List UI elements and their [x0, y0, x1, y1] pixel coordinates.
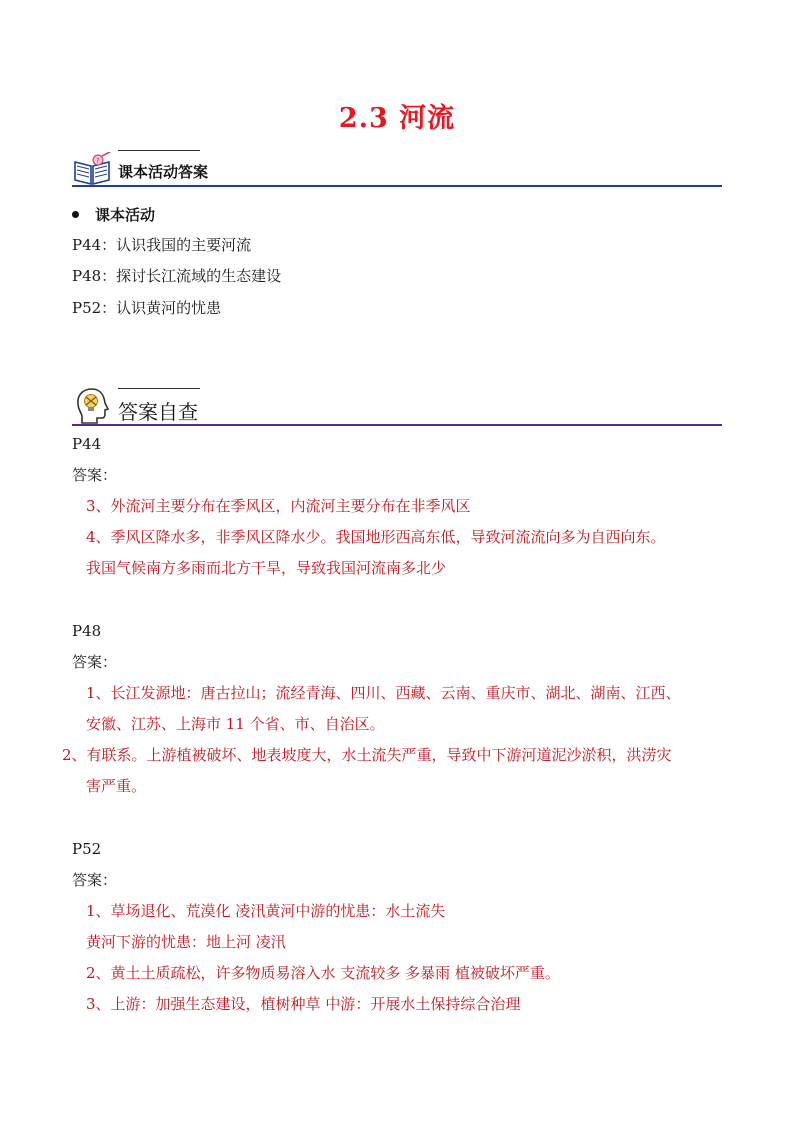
- page-title: 2.3 河流: [338, 103, 456, 134]
- section-header-answer-check: [72, 386, 722, 428]
- answer-line: 黄河下游的忧患：地上河 凌汛: [86, 933, 286, 951]
- answer-label: 答案：: [72, 653, 118, 671]
- answer-line: 2、有联系。上游植被破坏、地表坡度大，水土流失严重，导致中下游河道泥沙淤积，洪涝灾: [62, 746, 672, 764]
- section-header-textbook-activities: [72, 148, 722, 188]
- activity-item: P52：认识黄河的忧患: [72, 299, 222, 317]
- answer-label: 答案：: [72, 466, 118, 484]
- page-ref: P48: [72, 622, 102, 640]
- answer-line: 我国气候南方多雨而北方干旱，导致我国河流南多北少: [86, 559, 447, 577]
- section-rule: [72, 424, 722, 426]
- answer-label: 答案：: [72, 871, 118, 889]
- answer-line: 害严重。: [86, 777, 147, 795]
- answer-line: 3、外流河主要分布在季风区，内流河主要分布在非季风区: [86, 497, 471, 515]
- section-heading: 答案自查: [118, 400, 198, 424]
- page-ref: P52: [72, 840, 102, 858]
- svg-text:?: ?: [96, 157, 100, 165]
- bullet-label: 课本活动: [95, 206, 156, 224]
- section-rule: [72, 185, 722, 187]
- answer-line: 1、草场退化、荒漠化 凌汛黄河中游的忧患：水土流失: [86, 902, 446, 920]
- bullet-dot-icon: [72, 211, 79, 218]
- header-accent-line: [118, 388, 200, 389]
- bullet-item: [72, 205, 155, 225]
- answer-line: 1、长江发源地：唐古拉山；流经青海、四川、西藏、云南、重庆市、湖北、湖南、江西、: [86, 684, 681, 702]
- activity-item: P48：探讨长江流域的生态建设: [72, 267, 282, 285]
- page-ref: P44: [72, 435, 102, 453]
- answer-line: 安徽、江苏、上海市 11 个省、市、自治区。: [86, 715, 385, 733]
- activity-item: P44：认识我国的主要河流: [72, 236, 252, 254]
- header-accent-line: [118, 150, 200, 151]
- answer-line: 3、上游：加强生态建设，植树种草 中游：开展水土保持综合治理: [86, 995, 521, 1013]
- section-heading: 课本活动答案: [118, 163, 209, 181]
- answer-line: 4、季风区降水多，非季风区降水少。我国地形西高东低，导致河流流向多为自西向东。: [86, 528, 666, 546]
- answer-line: 2、黄土土质疏松，许多物质易溶入水 支流较多 多暴雨 植被破坏严重。: [86, 964, 560, 982]
